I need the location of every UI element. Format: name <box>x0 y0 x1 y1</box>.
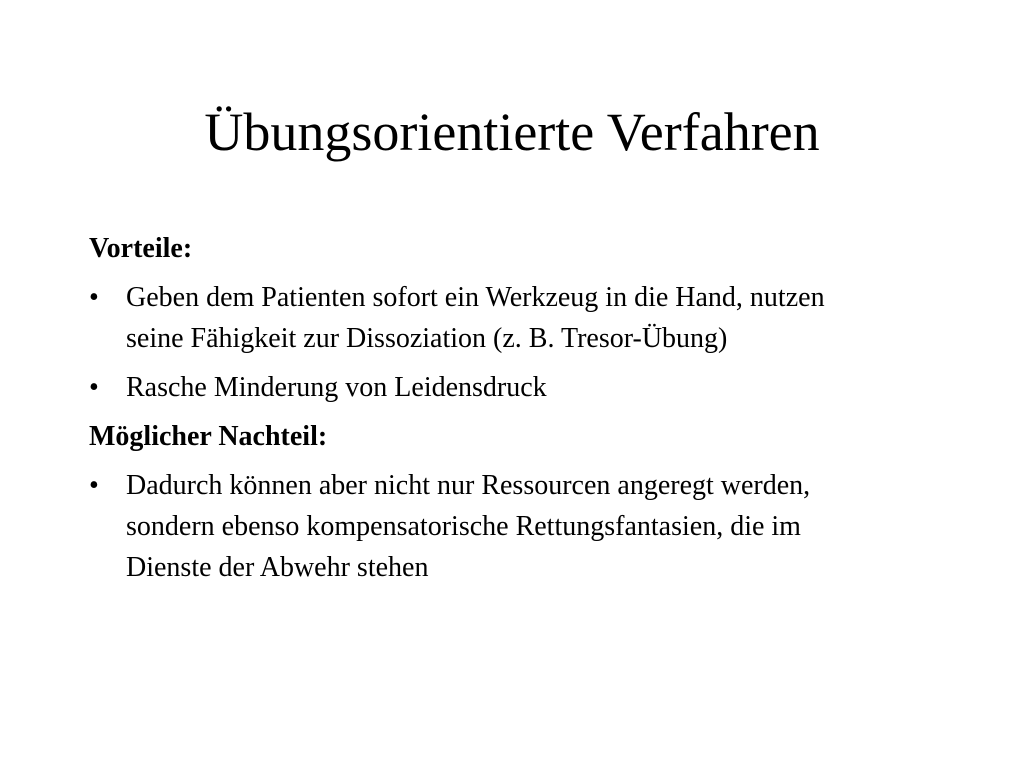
bullet-item <box>89 367 889 408</box>
bullet-item <box>89 465 889 588</box>
bullet-list-vorteile <box>89 277 889 408</box>
bullet-text: Dadurch können aber nicht nur Ressourcen angeregt werden, sondern ebenso kompensatorische Rettungsfantasien, die im Dienste der Abwehr stehen <box>126 470 811 583</box>
bullet-text: Geben dem Patienten sofort ein Werkzeug in die Hand, nutzen seine Fähigkeit zur Dissoziation (z. B. Tresor-Übung) <box>126 282 825 354</box>
bullet-mark: • <box>89 282 99 313</box>
bullet-item <box>89 277 889 359</box>
bullet-text: Rasche Minderung von Leidensdruck <box>126 372 547 403</box>
section-heading-vorteile: Vorteile: <box>89 233 193 264</box>
slide-content <box>89 228 889 596</box>
bullet-list-nachteil <box>89 465 889 588</box>
bullet-mark: • <box>89 470 99 501</box>
bullet-mark: • <box>89 372 99 403</box>
section-heading-nachteil: Möglicher Nachteil: <box>89 421 328 452</box>
slide-title: Übungsorientierte Verfahren <box>204 102 820 162</box>
